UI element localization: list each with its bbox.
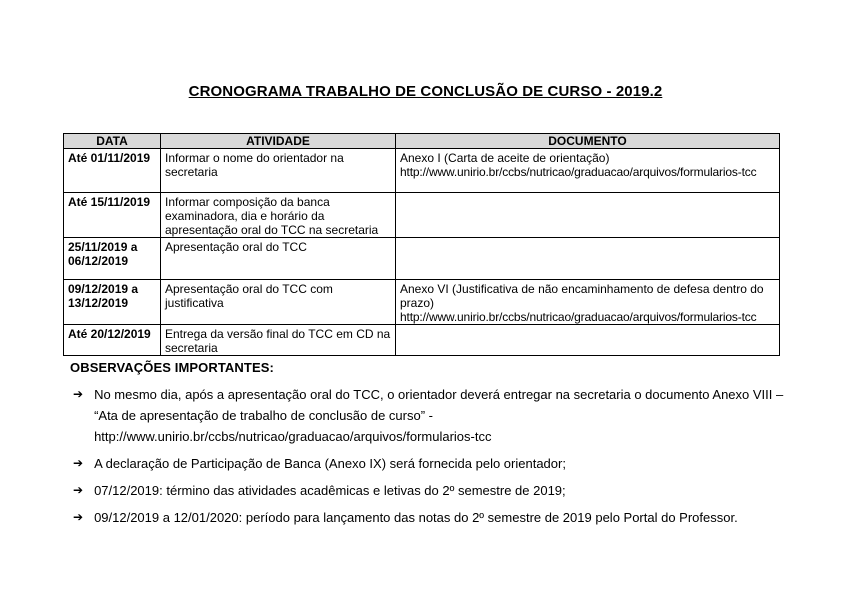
cell-atividade: Entrega da versão final do TCC em CD na secretaria bbox=[161, 325, 396, 356]
table-row bbox=[64, 149, 780, 193]
cell-atividade: Apresentação oral do TCC bbox=[161, 238, 396, 280]
table-row bbox=[64, 238, 780, 280]
arrow-bullet-icon: ➔ bbox=[73, 510, 84, 524]
cell-data: 09/12/2019 a 13/12/2019 bbox=[64, 280, 161, 325]
documento-desc: Anexo I (Carta de aceite de orientação) bbox=[400, 151, 610, 165]
observation-text: 07/12/2019: término das atividades acadêmicas e letivas do 2º semestre de 2019; bbox=[94, 483, 566, 498]
observations-heading: OBSERVAÇÕES IMPORTANTES: bbox=[70, 360, 274, 375]
observation-text: A declaração de Participação de Banca (Anexo IX) será fornecida pelo orientador; bbox=[94, 456, 566, 471]
cell-documento bbox=[396, 325, 780, 356]
observations-section bbox=[70, 360, 786, 534]
arrow-bullet-icon: ➔ bbox=[73, 387, 84, 401]
cell-documento bbox=[396, 193, 780, 238]
observation-item bbox=[73, 480, 786, 501]
header-atividade: ATIVIDADE bbox=[161, 134, 396, 149]
table-row bbox=[64, 280, 780, 325]
cell-data: Até 01/11/2019 bbox=[64, 149, 161, 193]
documento-url: http://www.unirio.br/ccbs/nutricao/graduacao/arquivos/formularios-tcc bbox=[400, 165, 757, 179]
arrow-bullet-icon: ➔ bbox=[73, 456, 84, 470]
cell-data: Até 15/11/2019 bbox=[64, 193, 161, 238]
header-documento: DOCUMENTO bbox=[396, 134, 780, 149]
cell-atividade: Informar o nome do orientador na secretaria bbox=[161, 149, 396, 193]
observation-text: 09/12/2019 a 12/01/2020: período para lançamento das notas do 2º semestre de 2019 pelo Portal do Professor. bbox=[94, 510, 738, 525]
schedule-table bbox=[63, 133, 780, 356]
table-header-row bbox=[64, 134, 780, 149]
page-title: CRONOGRAMA TRABALHO DE CONCLUSÃO DE CURSO - 2019.2 bbox=[188, 83, 663, 100]
table-row bbox=[64, 325, 780, 356]
header-data: DATA bbox=[64, 134, 161, 149]
observation-item bbox=[73, 384, 786, 447]
observation-text: No mesmo dia, após a apresentação oral do TCC, o orientador deverá entregar na secretaria o documento Anexo VIII – “Ata de apresentação de trabalho de conclusão de curso” - http://www.unirio.br/ccbs/nutricao/graduacao/arquivos/formularios-tcc bbox=[94, 387, 784, 444]
observation-item bbox=[73, 453, 786, 474]
cell-documento bbox=[396, 280, 780, 325]
arrow-bullet-icon: ➔ bbox=[73, 483, 84, 497]
cell-documento bbox=[396, 149, 780, 193]
cell-atividade: Informar composição da banca examinadora, dia e horário da apresentação oral do TCC na secretaria bbox=[161, 193, 396, 238]
observation-item bbox=[73, 507, 786, 528]
cell-documento bbox=[396, 238, 780, 280]
cell-data: Até 20/12/2019 bbox=[64, 325, 161, 356]
documento-desc: Anexo VI (Justificativa de não encaminhamento de defesa dentro do prazo) bbox=[400, 282, 764, 310]
documento-url: http://www.unirio.br/ccbs/nutricao/graduacao/arquivos/formularios-tcc bbox=[400, 310, 757, 324]
cell-atividade: Apresentação oral do TCC com justificativa bbox=[161, 280, 396, 325]
cell-data: 25/11/2019 a 06/12/2019 bbox=[64, 238, 161, 280]
table-row bbox=[64, 193, 780, 238]
